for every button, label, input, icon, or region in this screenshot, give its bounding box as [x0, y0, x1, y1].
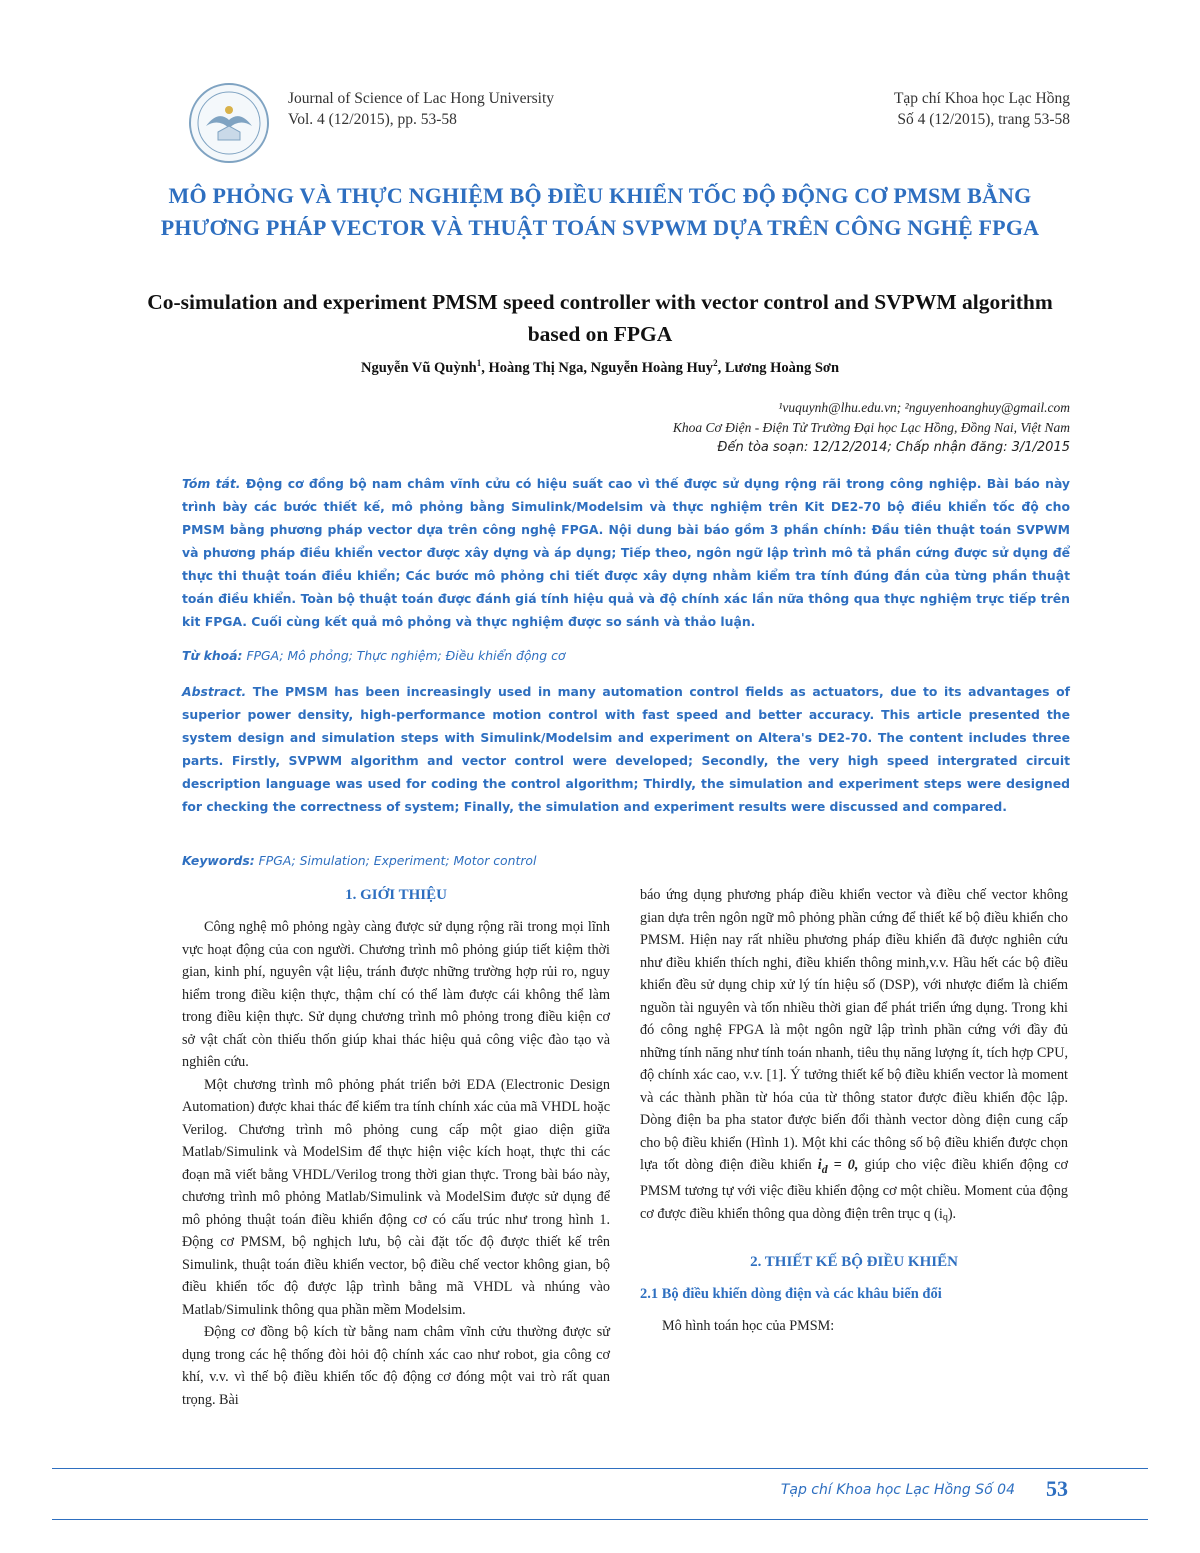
keywords-en-label: Keywords: [182, 853, 255, 868]
subscript-q: q [942, 1211, 948, 1223]
keywords-vn-value: FPGA; Mô phỏng; Thực nghiệm; Điều khiển động cơ [246, 648, 566, 663]
abstract-en [182, 680, 1070, 818]
author-3: Nguyễn Hoàng Huy [590, 359, 714, 376]
university-seal-logo [188, 82, 270, 164]
paragraph-5: Mô hình toán học của PMSM: [662, 1318, 835, 1335]
keywords-vn-label: Từ khoá: [182, 648, 243, 663]
abstract-vn-lead: Tóm tắt. [182, 476, 241, 491]
abstract-en-lead: Abstract. [182, 684, 247, 699]
author-4: Lương Hoàng Sơn [724, 359, 840, 376]
body-column-left [182, 884, 610, 1411]
paragraph-3: Động cơ đồng bộ kích từ bằng nam châm vĩnh cửu thường được sử dụng trong các hệ thống đòi hỏi độ chính xác cao như robot, gia công cơ khí, v.v. vì thế bộ điều khiển tốc độ động cơ đóng một vai trò rất quan trọng. Bài [182, 1324, 610, 1408]
paragraph-2: Một chương trình mô phỏng phát triển bởi EDA (Electronic Design Automation) được khai thác để kiểm tra tính chính xác của mã VHDL hoặc Verilog. Chương trình mô phỏng cung cấp một giao diện giữa Matlab/Simulink và ModelSim để thực hiện việc kích hoạt, thực thi các đoạn mã viết bằng VHDL/Verilog trong thời gian thực. Trong bài báo này, chương trình mô phỏng Matlab/Simulink và ModelSim được sử dụng để mô phỏng thuật toán điều khiển động cơ có cấu trúc như trong hình 1. Động cơ PMSM, bộ nghịch lưu, bộ cài đặt tốc độ được thiết kế trên Simulink, thuật toán điều khiển vector, bộ điều chế vector không gian, bộ điều khiển tốc độ được lập trình bằng mã VHDL và nhúng vào Matlab/Simulink thông qua phần mềm Modelsim. [182, 1076, 610, 1318]
author-emails: ¹vuquynh@lhu.edu.vn; ²nguyenhoanghuy@gmail.com [778, 400, 1070, 415]
author-2: Hoàng Thị Nga, [488, 359, 587, 376]
journal-volume-en: Vol. 4 (12/2015), pp. 53-58 [288, 111, 457, 128]
section-1-title: 1. GIỚI THIỆU [345, 887, 447, 903]
paper-title-en: Co-simulation and experiment PMSM speed controller with vector control and SVPWM algorithm based on FPGA [147, 290, 1053, 346]
author-institution: Khoa Cơ Điện - Điện Tử Trường Đại học Lạc Hồng, Đồng Nai, Việt Nam [672, 420, 1070, 435]
author-1-sup: 1 [476, 358, 482, 368]
page-number: 53 [1046, 1476, 1068, 1501]
section-2-title: 2. THIẾT KẾ BỘ ĐIỀU KHIỂN [750, 1254, 958, 1271]
math-i: i [817, 1157, 822, 1173]
journal-volume-vn: Số 4 (12/2015), trang 53-58 [897, 111, 1070, 128]
paragraph-4-part-a: báo ứng dụng phương pháp điều khiển vector và điều chế vector không gian dựa trên ngôn ngữ mô phỏng phần cứng để thiết kế bộ điều khiển cho PMSM. Hiện nay rất nhiều phương pháp điều khiển đã được nghiên cứu như điều khiển thích nghi, điều khiển thông minh,v.v. Hầu hết các bộ điều khiển đều sử dụng chip xử lý tín hiệu số (DSP), với nhược điểm là chiếm nguồn tài nguyên và tốn nhiều thời gian để phát triển ứng dụng. Trong khi đó công nghệ FPGA là một ngôn ngữ lập trình phần cứng với đầy đủ những tính năng như tính toán nhanh, tiêu thụ năng lượng ít, tích hợp CPU, độ chính xác cao, v.v. [1]. Ý tưởng thiết kế bộ điều khiển vector là moment và các thành phần từ hóa của từ thông stator được điều khiển độc lập. Dòng điện ba pha stator được biến đổi thành vector dòng điện cung cấp cho bộ điều khiển (Hình 1). Một khi các thông số bộ điều khiển được chọn lựa tốt dòng điện điều khiển [640, 887, 1068, 1173]
paragraph-4-part-c: ). [947, 1205, 957, 1222]
affiliation-block [673, 398, 1070, 438]
author-list: Nguyễn Vũ Quỳnh$^1$, Hoàng Thị Nga, Nguyễn Hoàng Huy$^2$, Lương Hoàng Sơn [360, 358, 840, 376]
submission-dates: Đến tòa soạn: 12/12/2014; Chấp nhận đăng: 3/1/2015 [717, 440, 1070, 455]
journal-header-en [288, 88, 554, 130]
abstract-en-text: The PMSM has been increasingly used in many automation control fields as actuators, due to its advantages of superior power density, high-performance motion control with fast speed and better accuracy. This article presented the system design and simulation steps with Simulink/Modelsim and experiment on Altera's DE2-70. The content includes three parts. Firstly, SVPWM algorithm and vector control were developed; Secondly, the very high speed intergrated circuit description language was used for coding the control algorithm; Thirdly, the simulation and experiment steps were designed for checking the correctness of system; Finally, the simulation and experiment results were discussed and compared. [182, 684, 1070, 814]
section-2-1-title: 2.1 Bộ điều khiển dòng điện và các khâu biến đổi [640, 1286, 942, 1303]
keywords-en [182, 853, 1070, 868]
math-eq: = 0, [827, 1157, 859, 1173]
paragraph-4 [640, 884, 1068, 1229]
math-id-symbol [817, 1157, 859, 1176]
body-column-right [640, 884, 1068, 1338]
paper-title-vn: MÔ PHỎNG VÀ THỰC NGHIỆM BỘ ĐIỀU KHIỂN TỐC ĐỘ ĐỘNG CƠ PMSM BẰNG PHƯƠNG PHÁP VECTOR VÀ THUẬT TOÁN SVPWM DỰA TRÊN CÔNG NGHỆ FPGA [160, 183, 1040, 240]
footer-journal: Tạp chí Khoa học Lạc Hồng Số 04 [780, 1482, 1015, 1498]
paragraph-1: Công nghệ mô phỏng ngày càng được sử dụng rộng rãi trong mọi lĩnh vực hoạt động của con người. Chương trình mô phỏng giúp tiết kiệm thời gian, kinh phí, nguyên vật liệu, tránh được những trường hợp rủi ro, nguy hiểm trong điều kiện thực, thậm chí có thể làm được cái không thể làm trong điều kiện thực. Sử dụng chương trình mô phỏng trong điều kiện cơ sở vật chất còn thiếu thốn giúp khai thác hiệu quả công việc đào tạo và nghiên cứu. [182, 919, 610, 1070]
paragraph-4-part-b: giúp cho việc điều khiển động cơ PMSM tương tự với việc điều khiển động cơ một chiều. Moment của động cơ được điều khiển thông qua dòng điện trên trục q (i [640, 1157, 1069, 1222]
author-3-sup: 2 [713, 358, 718, 368]
abstract-vn-text: Động cơ đồng bộ nam châm vĩnh cửu có hiệu suất cao vì thế được sử dụng rộng rãi trong công nghiệp. Bài báo này trình bày các bước thiết kế, mô phỏng bằng Simulink/Modelsim và thực nghiệm trên Kit DE2-70 bộ điều khiển tốc độ cho PMSM bằng phương pháp vector dựa trên công nghệ FPGA. Nội dung bài báo gồm 3 phần chính: Đầu tiên thuật toán SVPWM và phương pháp điều khiển vector được xây dựng và áp dụng; Tiếp theo, ngôn ngữ lập trình mô tả phần cứng được sử dụng để thực thi thuật toán điều khiển; Các bước mô phỏng chi tiết được xây dựng nhằm kiểm tra tính đúng đắn của từng phần thuật toán điều khiển. Toàn bộ thuật toán được đánh giá tính hiệu quả và độ chính xác lần nữa thông qua thực nghiệm trực tiếp trên kit FPGA. Cuối cùng kết quả mô phỏng và thực nghiệm được so sánh và thảo luận. [182, 476, 1070, 629]
journal-name-en: Journal of Science of Lac Hong University [288, 90, 555, 107]
keywords-vn [182, 648, 1070, 663]
keywords-en-value: FPGA; Simulation; Experiment; Motor control [258, 853, 537, 868]
abstract-vn [182, 472, 1070, 633]
journal-header-vn [894, 88, 1070, 130]
journal-name-vn: Tạp chí Khoa học Lạc Hồng [893, 90, 1070, 107]
math-sub-d: d [821, 1161, 828, 1176]
author-1: Nguyễn Vũ Quỳnh [360, 359, 477, 376]
